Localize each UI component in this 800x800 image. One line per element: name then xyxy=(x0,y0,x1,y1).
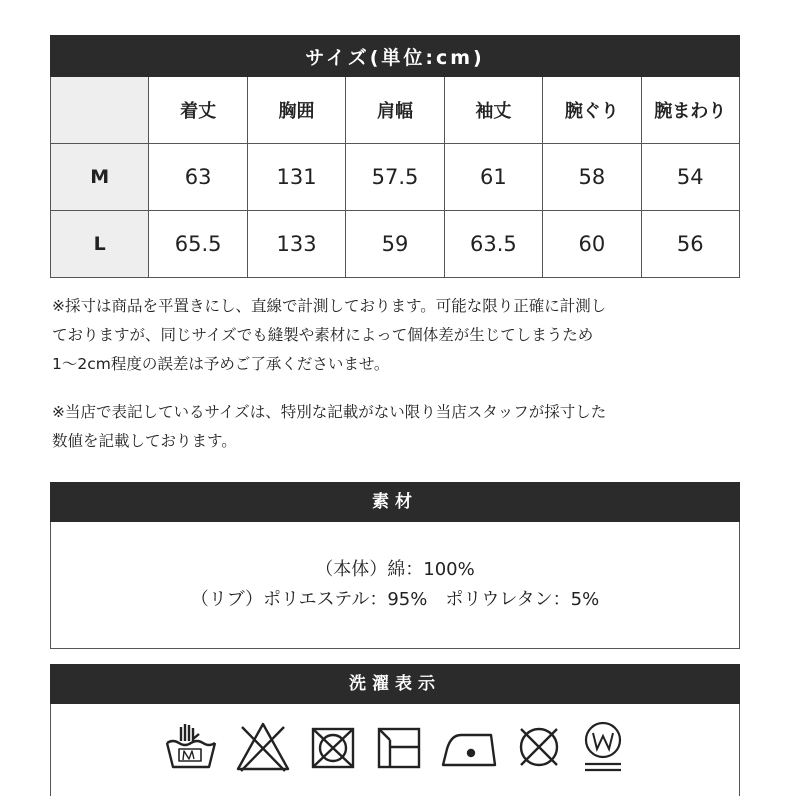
row-label: L xyxy=(51,211,149,278)
table-cell: 131 xyxy=(247,144,345,211)
column-header: 肩幅 xyxy=(346,77,444,144)
table-cell: 60 xyxy=(543,211,641,278)
table-row xyxy=(51,144,740,211)
table-cell: 133 xyxy=(247,211,345,278)
size-table-title: サイズ(単位:cm) xyxy=(51,36,740,77)
care-icons xyxy=(50,712,740,782)
column-header: 着丈 xyxy=(149,77,247,144)
note-line: ておりますが、同じサイズでも縫製や素材によって個体差が生じてしまうため xyxy=(52,326,594,344)
no-dry-clean-icon xyxy=(513,721,565,773)
table-cell: 59 xyxy=(346,211,444,278)
measurement-note xyxy=(52,292,742,379)
material-line: （リブ）ポリエステル：95% ポリウレタン：5% xyxy=(190,589,600,610)
table-cell: 61 xyxy=(444,144,542,211)
note-line: 1～2cm程度の誤差は予めご了承くださいませ。 xyxy=(52,355,390,373)
size-table-header-row xyxy=(51,77,740,144)
size-table-corner xyxy=(51,77,149,144)
no-tumble-dry-icon xyxy=(307,721,359,773)
table-cell: 58 xyxy=(543,144,641,211)
table-cell: 57.5 xyxy=(346,144,444,211)
material-line: （本体）綿：100% xyxy=(315,559,475,580)
line-dry-shade-icon xyxy=(373,721,425,773)
material-box xyxy=(50,522,740,649)
table-cell: 54 xyxy=(641,144,739,211)
table-cell: 63.5 xyxy=(444,211,542,278)
column-header: 袖丈 xyxy=(444,77,542,144)
note-line: 数値を記載しております。 xyxy=(52,432,237,450)
row-label: M xyxy=(51,144,149,211)
table-cell: 65.5 xyxy=(149,211,247,278)
table-cell: 56 xyxy=(641,211,739,278)
wet-clean-gentle-icon xyxy=(579,717,627,777)
table-cell: 63 xyxy=(149,144,247,211)
iron-low-icon xyxy=(439,721,499,773)
material-title: 素材 xyxy=(50,482,740,522)
no-bleach-icon xyxy=(233,719,293,775)
note-line: ※採寸は商品を平置きにし、直線で計測しております。可能な限り正確に計測し xyxy=(52,297,607,315)
table-row xyxy=(51,211,740,278)
size-note xyxy=(52,398,742,456)
column-header: 胸囲 xyxy=(247,77,345,144)
hand-wash-40-icon xyxy=(163,719,219,775)
column-header: 腕ぐり xyxy=(543,77,641,144)
washing-title: 洗濯表示 xyxy=(50,664,740,704)
note-line: ※当店で表記しているサイズは、特別な記載がない限り当店スタッフが採寸した xyxy=(52,403,607,421)
column-header: 腕まわり xyxy=(641,77,739,144)
size-table xyxy=(50,35,740,278)
